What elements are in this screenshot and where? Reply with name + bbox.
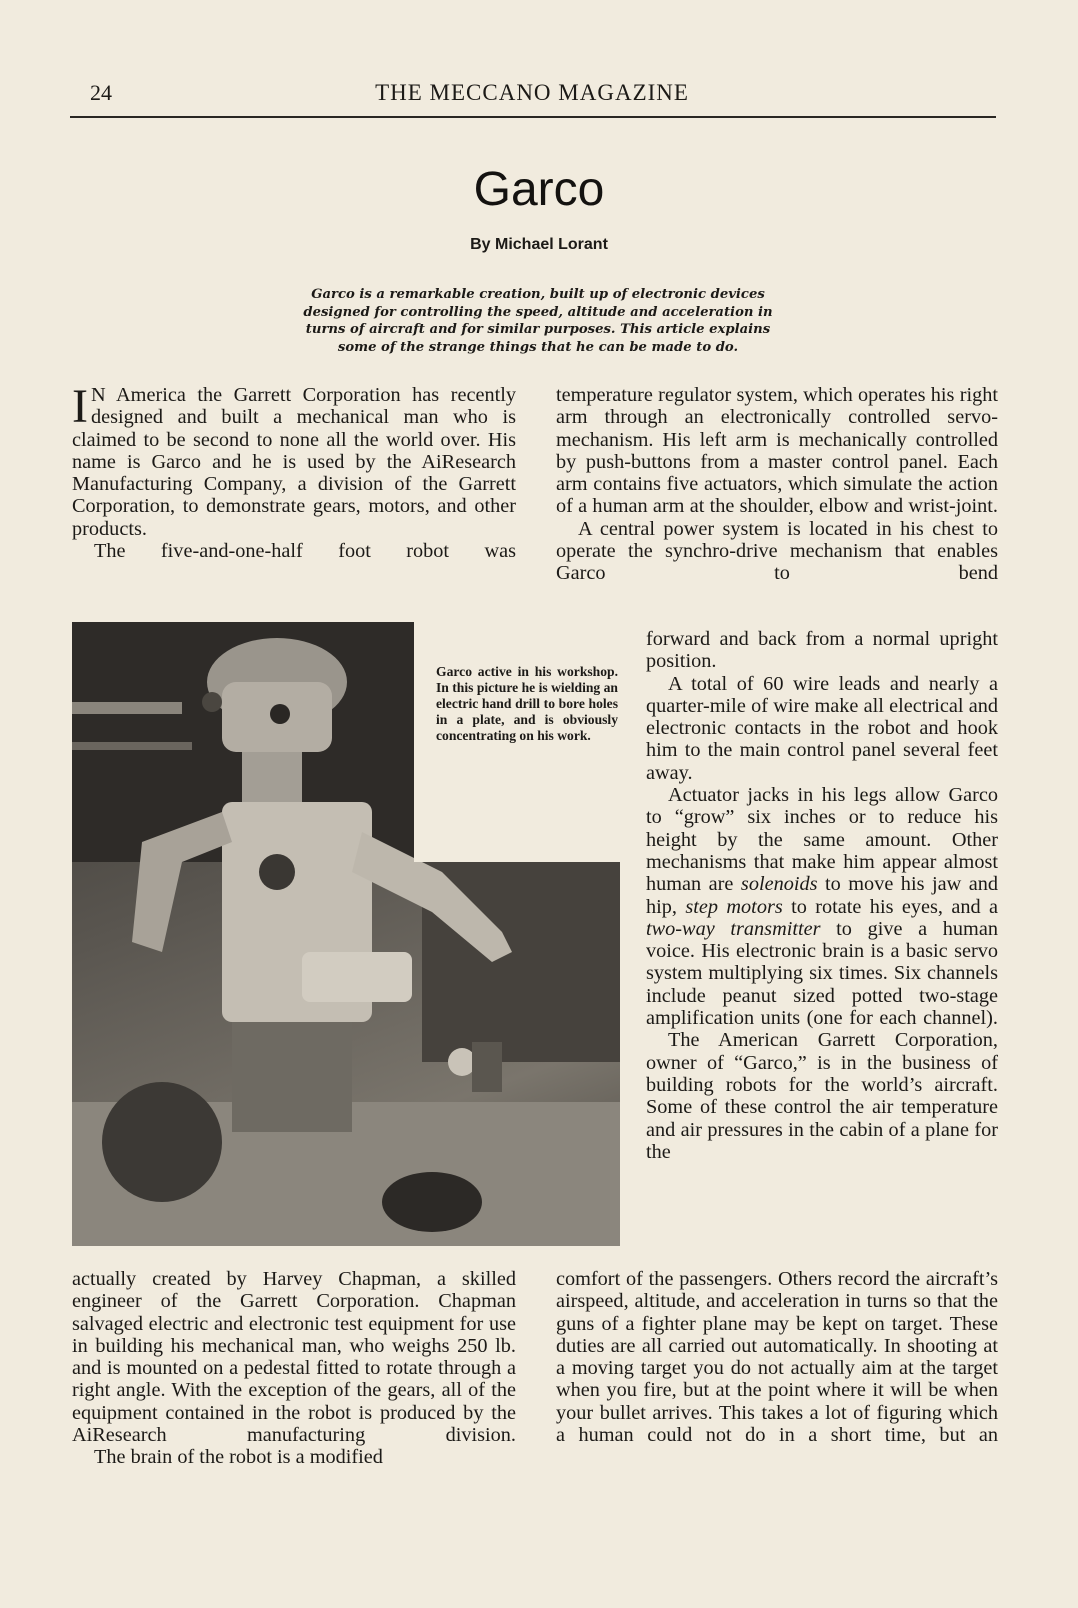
paragraph: The American Garrett Corporation, owner of “Garco,” is in the business of building robots for the world’s aircraft. Some of these control the air temperature and air pressures in the cabin of a plane for the: [646, 1029, 998, 1163]
text-run: to move his jaw and hip,: [646, 873, 998, 918]
intro-line: designed for controlling the speed, altitude and acceleration in: [303, 304, 773, 320]
intro-line: Garco is a remarkable creation, built up of electronic devices: [311, 287, 765, 302]
column-2-top: [556, 384, 998, 585]
text-run: to give a human voice. His electronic brain is a basic servo system multiplying six times. Six channels include peanut sized potted two-stage amplification units (one for each channel).: [646, 917, 998, 1030]
paragraph: A central power system is located in his chest to operate the synchro-drive mechanism that enables Garco to bend: [556, 517, 998, 585]
article-byline: By Michael Lorant: [470, 236, 608, 253]
paragraph: [646, 784, 998, 1029]
header-rule: [70, 116, 996, 118]
italic-term: step motors: [685, 895, 783, 918]
paragraph: comfort of the passengers. Others record the aircraft’s airspeed, altitude, and acceleration in turns so that the guns of a fighter plane may be kept on target. These duties are all carried out automatically. In shooting at a moving target you do not actually aim at the target when you fire, but at the point where it will be when your bullet arrives. This takes a lot of figuring which a human could not do in a short time, but an: [556, 1268, 998, 1447]
photo-caption: [436, 664, 618, 744]
paragraph: actually created by Harvey Chapman, a skilled engineer of the Garrett Corporation. Chapman salvaged electric and electronic test equipment for use in building his mechanical man, who weighs 250 lb. and is mounted on a pedestal fitted to rotate through a right angle. With the exception of the gears, all of the equipment contained in the robot is produced by the AiResearch manufacturing division.: [72, 1268, 516, 1447]
caption-text: Garco active in his workshop. In this picture he is wielding an electric hand drill to bore holes in a plate, and is obviously concentrating on his work.: [436, 664, 618, 743]
page-number: 24: [90, 80, 112, 105]
article-title: Garco: [473, 163, 605, 216]
text-run: Actuator jacks in his legs allow Garco to “grow” six inches or to reduce his height by the same amount. Other mechanisms that make him appear almost human are: [646, 784, 998, 896]
article-intro: [278, 286, 798, 356]
italic-term: two-way transmitter: [646, 917, 821, 940]
paragraph: [72, 380, 516, 540]
intro-line: some of the strange things that he can be made to do.: [337, 339, 739, 355]
paragraph: A total of 60 wire leads and nearly a quarter-mile of wire make all electrical and electronic contacts in the robot and hook him to the main control panel several feet away.: [646, 672, 998, 784]
column-1-top: [72, 380, 516, 563]
column-2-middle: [646, 628, 998, 1163]
paragraph: forward and back from a normal upright position.: [646, 628, 998, 673]
magazine-title: THE MECCANO MAGAZINE: [375, 80, 689, 105]
paragraph: The five-and-one-half foot robot was: [94, 540, 516, 563]
page-header: [68, 80, 996, 116]
intro-line: turns of aircraft and for similar purposes. This article explains: [305, 322, 771, 337]
paragraph: The brain of the robot is a modified: [94, 1446, 383, 1469]
paragraph: temperature regulator system, which operates his right arm through an electronically controlled servo-mechanism. His left arm is mechanically controlled by push-buttons from a master control panel. Each arm contains five actuators, which simulate the action of a human arm at the shoulder, elbow and wrist-joint.: [556, 384, 998, 518]
column-1-bottom: [72, 1268, 516, 1469]
text-run: to rotate his eyes, and a: [782, 895, 998, 918]
drop-cap: I: [72, 380, 88, 433]
paragraph-text: N America the Garrett Corporation has recently designed and built a mechanical man who is claimed to be second to none all the world over. His name is Garco and he is used by the AiResearch Manufacturing Company, a division of the Garrett Corporation, to demonstrate gears, motors, and other products.: [72, 384, 516, 540]
column-2-bottom: [556, 1268, 998, 1446]
italic-term: solenoids: [740, 873, 818, 896]
